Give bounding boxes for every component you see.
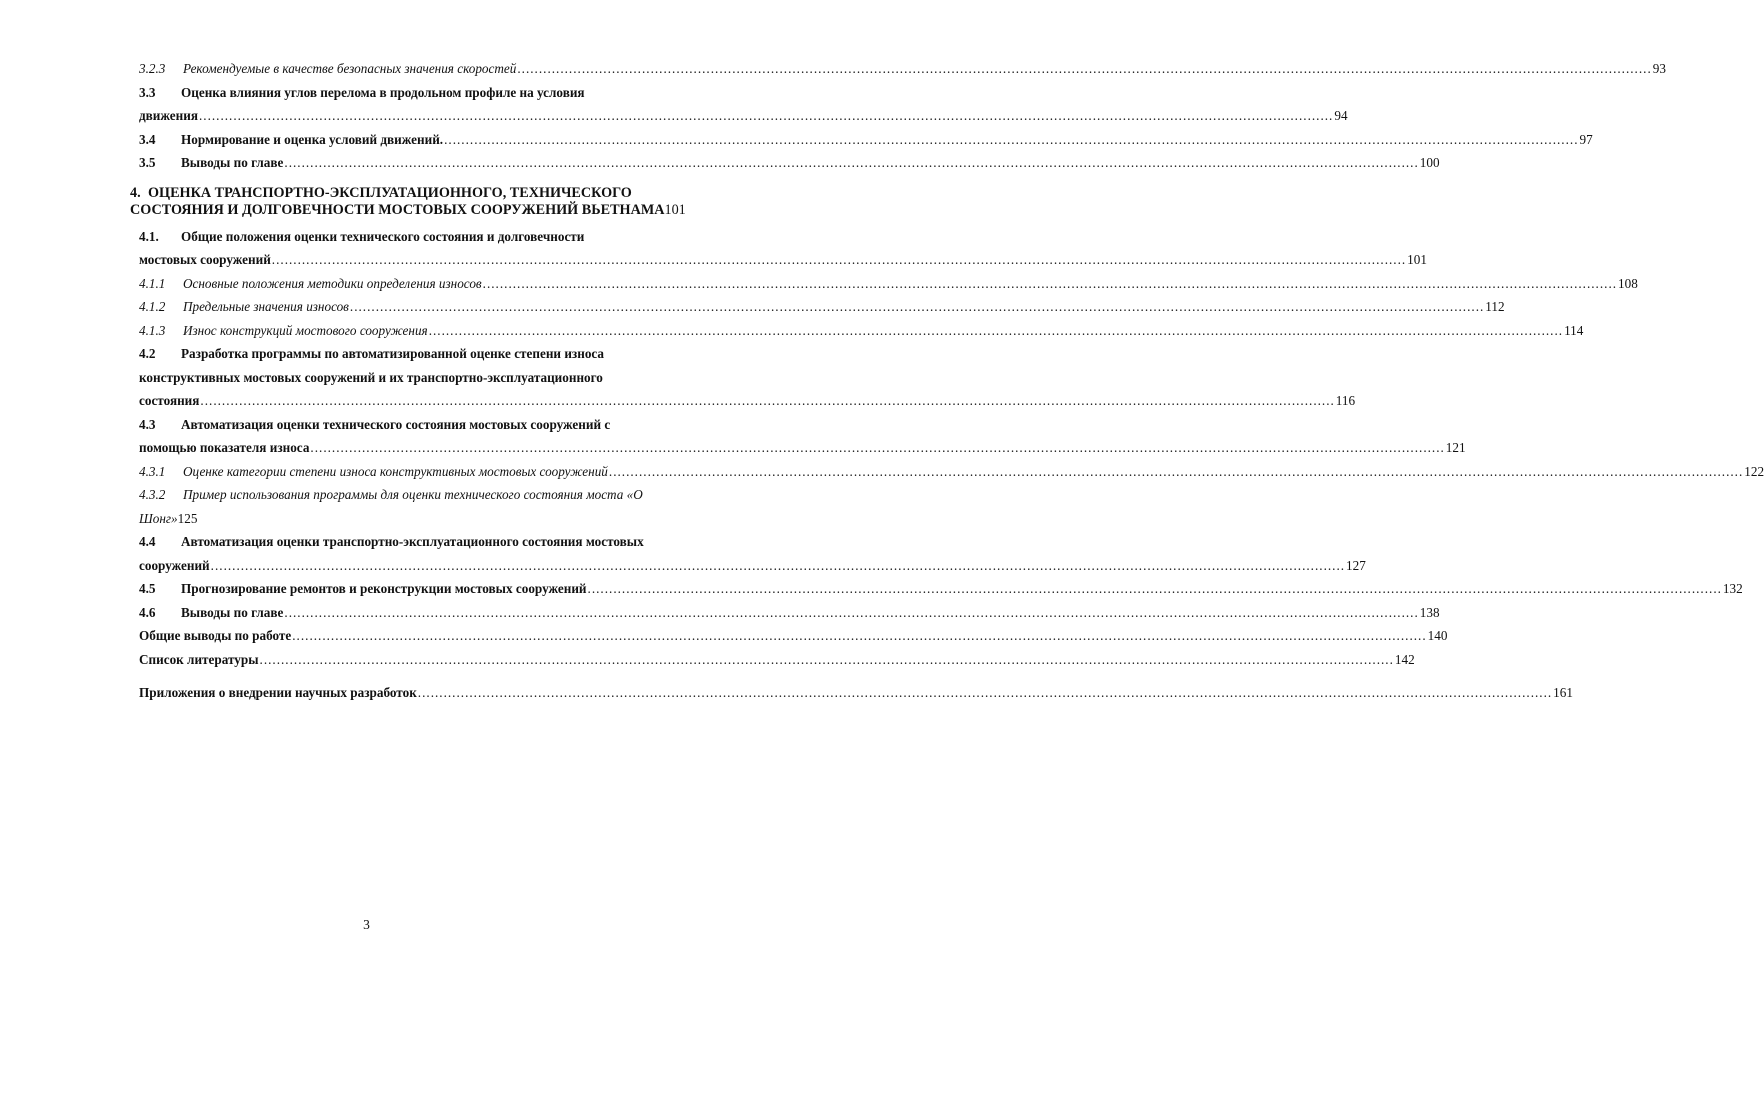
toc-entry-4-3-2[interactable] <box>139 483 677 530</box>
toc-number: 3.5 <box>139 155 156 170</box>
toc-page: 100 <box>1419 155 1440 170</box>
toc-page: 93 <box>1652 61 1666 76</box>
toc-number: 4. <box>130 184 141 201</box>
toc-page: 112 <box>1485 299 1505 314</box>
toc-page: 97 <box>1579 131 1593 147</box>
toc-title-line1: Оценка влияния углов перелома в продольном профиле на условия <box>181 84 585 100</box>
toc-leader <box>429 319 1563 343</box>
toc-entry-4-5[interactable] <box>139 577 1743 601</box>
toc-title: Основные положения методики определения износов <box>183 275 482 291</box>
toc-number: 4.6 <box>139 604 156 620</box>
toc-leader <box>310 436 1444 460</box>
toc-number: 4.1.2 <box>139 299 166 314</box>
toc-entry-4-1-3[interactable] <box>139 319 1584 343</box>
toc-title: Выводы по главе <box>181 155 284 170</box>
toc-title: Список литературы <box>139 651 259 667</box>
toc-number: 4.3.2 <box>139 487 166 502</box>
toc-page: 116 <box>1335 393 1356 408</box>
toc-entry-4-1[interactable] <box>139 225 1427 272</box>
toc-leader <box>284 151 1418 175</box>
toc-number: 3.4 <box>139 131 156 147</box>
toc-title: Выводы по главе <box>181 604 284 620</box>
toc-leader <box>418 681 1552 705</box>
toc-title: Прогнозирование ремонтов и реконструкции мостовых сооружений <box>181 581 587 596</box>
toc-entry-3-4[interactable] <box>139 128 1593 152</box>
toc-title-line1: Общие положения оценки технического состояния и долговечности <box>181 228 585 244</box>
toc-entry-3-3[interactable] <box>139 81 1348 128</box>
toc-entry-appendix[interactable] <box>139 681 1573 705</box>
toc-number: 4.1.1 <box>139 275 166 291</box>
toc-entry-4-6[interactable] <box>139 601 1440 625</box>
toc-entry-references[interactable] <box>139 648 1415 672</box>
toc-title-line2: мостовых сооружений <box>139 252 271 267</box>
toc-title-line2: конструктивных мостовых сооружений и их транспортно-эксплуатационного <box>139 369 603 385</box>
toc-number: 4.1.3 <box>139 322 166 338</box>
toc-leader <box>211 554 1345 578</box>
toc-title: Общие выводы по работе <box>139 628 292 643</box>
toc-number: 4.2 <box>139 346 156 361</box>
toc-chapter-4[interactable] <box>130 184 686 219</box>
toc-page: 140 <box>1427 628 1448 643</box>
toc-leader <box>200 389 1334 413</box>
toc-page: 127 <box>1346 557 1366 573</box>
toc-leader <box>444 128 1578 152</box>
toc-leader <box>350 295 1484 319</box>
toc-page: 94 <box>1334 108 1348 123</box>
toc-title-line3: состояния <box>139 393 200 408</box>
toc-entry-4-1-1[interactable] <box>139 272 1638 296</box>
toc-page: 114 <box>1564 322 1584 338</box>
toc-entry-4-1-2[interactable] <box>139 295 1505 319</box>
toc-title-line2: движения <box>139 108 198 123</box>
toc-title-line2: Шонг» <box>139 510 178 526</box>
toc-leader <box>199 104 1333 128</box>
table-of-contents <box>130 57 1764 705</box>
toc-leader <box>272 248 1406 272</box>
toc-title-line1: Автоматизация оценки технического состояния мостовых сооружений с <box>181 416 611 432</box>
toc-title-line2: помощью показателя износа <box>139 440 310 455</box>
toc-title: Оценке категории степени износа конструктивных мостовых сооружений <box>183 463 608 479</box>
toc-leader <box>609 460 1743 484</box>
toc-title-line2: СОСТОЯНИЯ И ДОЛГОВЕЧНОСТИ МОСТОВЫХ СООРУЖЕНИЙ ВЬЕТНАМА <box>130 201 665 218</box>
toc-leader <box>517 57 1651 81</box>
toc-number: 4.4 <box>139 534 156 549</box>
toc-title: Приложения о внедрении научных разработок <box>139 685 417 700</box>
toc-entry-4-3[interactable] <box>139 413 1466 460</box>
toc-entry-4-3-1[interactable] <box>139 460 1764 484</box>
toc-number: 4.1. <box>139 228 159 244</box>
toc-title-line1: Автоматизация оценки транспортно-эксплуатационного состояния мостовых <box>181 534 644 549</box>
toc-number: 4.5 <box>139 581 156 596</box>
toc-page: 125 <box>177 510 198 526</box>
toc-leader <box>260 648 1394 672</box>
page-number: 3 <box>363 917 370 932</box>
toc-title-line2: сооружений <box>139 557 210 573</box>
toc-title: Предельные значения износов <box>183 299 349 314</box>
toc-title-line1: ОЦЕНКА ТРАНСПОРТНО-ЭКСПЛУАТАЦИОННОГО, ТЕХНИЧЕСКОГО <box>148 184 632 201</box>
toc-page: 108 <box>1618 275 1638 291</box>
toc-page: 142 <box>1394 651 1415 667</box>
toc-entry-4-4[interactable] <box>139 530 1366 577</box>
toc-title: Износ конструкций мостового сооружения <box>183 322 428 338</box>
toc-number: 4.3.1 <box>139 463 166 479</box>
toc-title: Нормирование и оценка условий движений. <box>181 131 444 147</box>
toc-leader <box>284 601 1418 625</box>
toc-entry-3-2-3[interactable] <box>139 57 1666 81</box>
toc-title-line1: Разработка программы по автоматизированной оценке степени износа <box>181 346 605 361</box>
toc-page: 101 <box>664 201 686 218</box>
toc-leader <box>588 577 1722 601</box>
toc-entry-general-conclusions[interactable] <box>139 624 1448 648</box>
toc-page: 122 <box>1744 463 1764 479</box>
toc-number: 3.2.3 <box>139 61 166 76</box>
toc-number: 3.3 <box>139 84 156 100</box>
toc-entry-3-5[interactable] <box>139 151 1440 175</box>
toc-title-line1: Пример использования программы для оценки технического состояния моста «О <box>183 487 643 502</box>
toc-number: 4.3 <box>139 416 156 432</box>
toc-page: 101 <box>1407 252 1427 267</box>
toc-title: Рекомендуемые в качестве безопасных значения скоростей <box>183 61 517 76</box>
toc-page: 138 <box>1419 604 1440 620</box>
toc-page: 161 <box>1553 685 1573 700</box>
toc-leader <box>292 624 1426 648</box>
toc-page: 121 <box>1445 440 1466 455</box>
toc-page: 132 <box>1722 581 1743 596</box>
toc-entry-4-2[interactable] <box>139 342 1356 413</box>
toc-leader <box>483 272 1617 296</box>
